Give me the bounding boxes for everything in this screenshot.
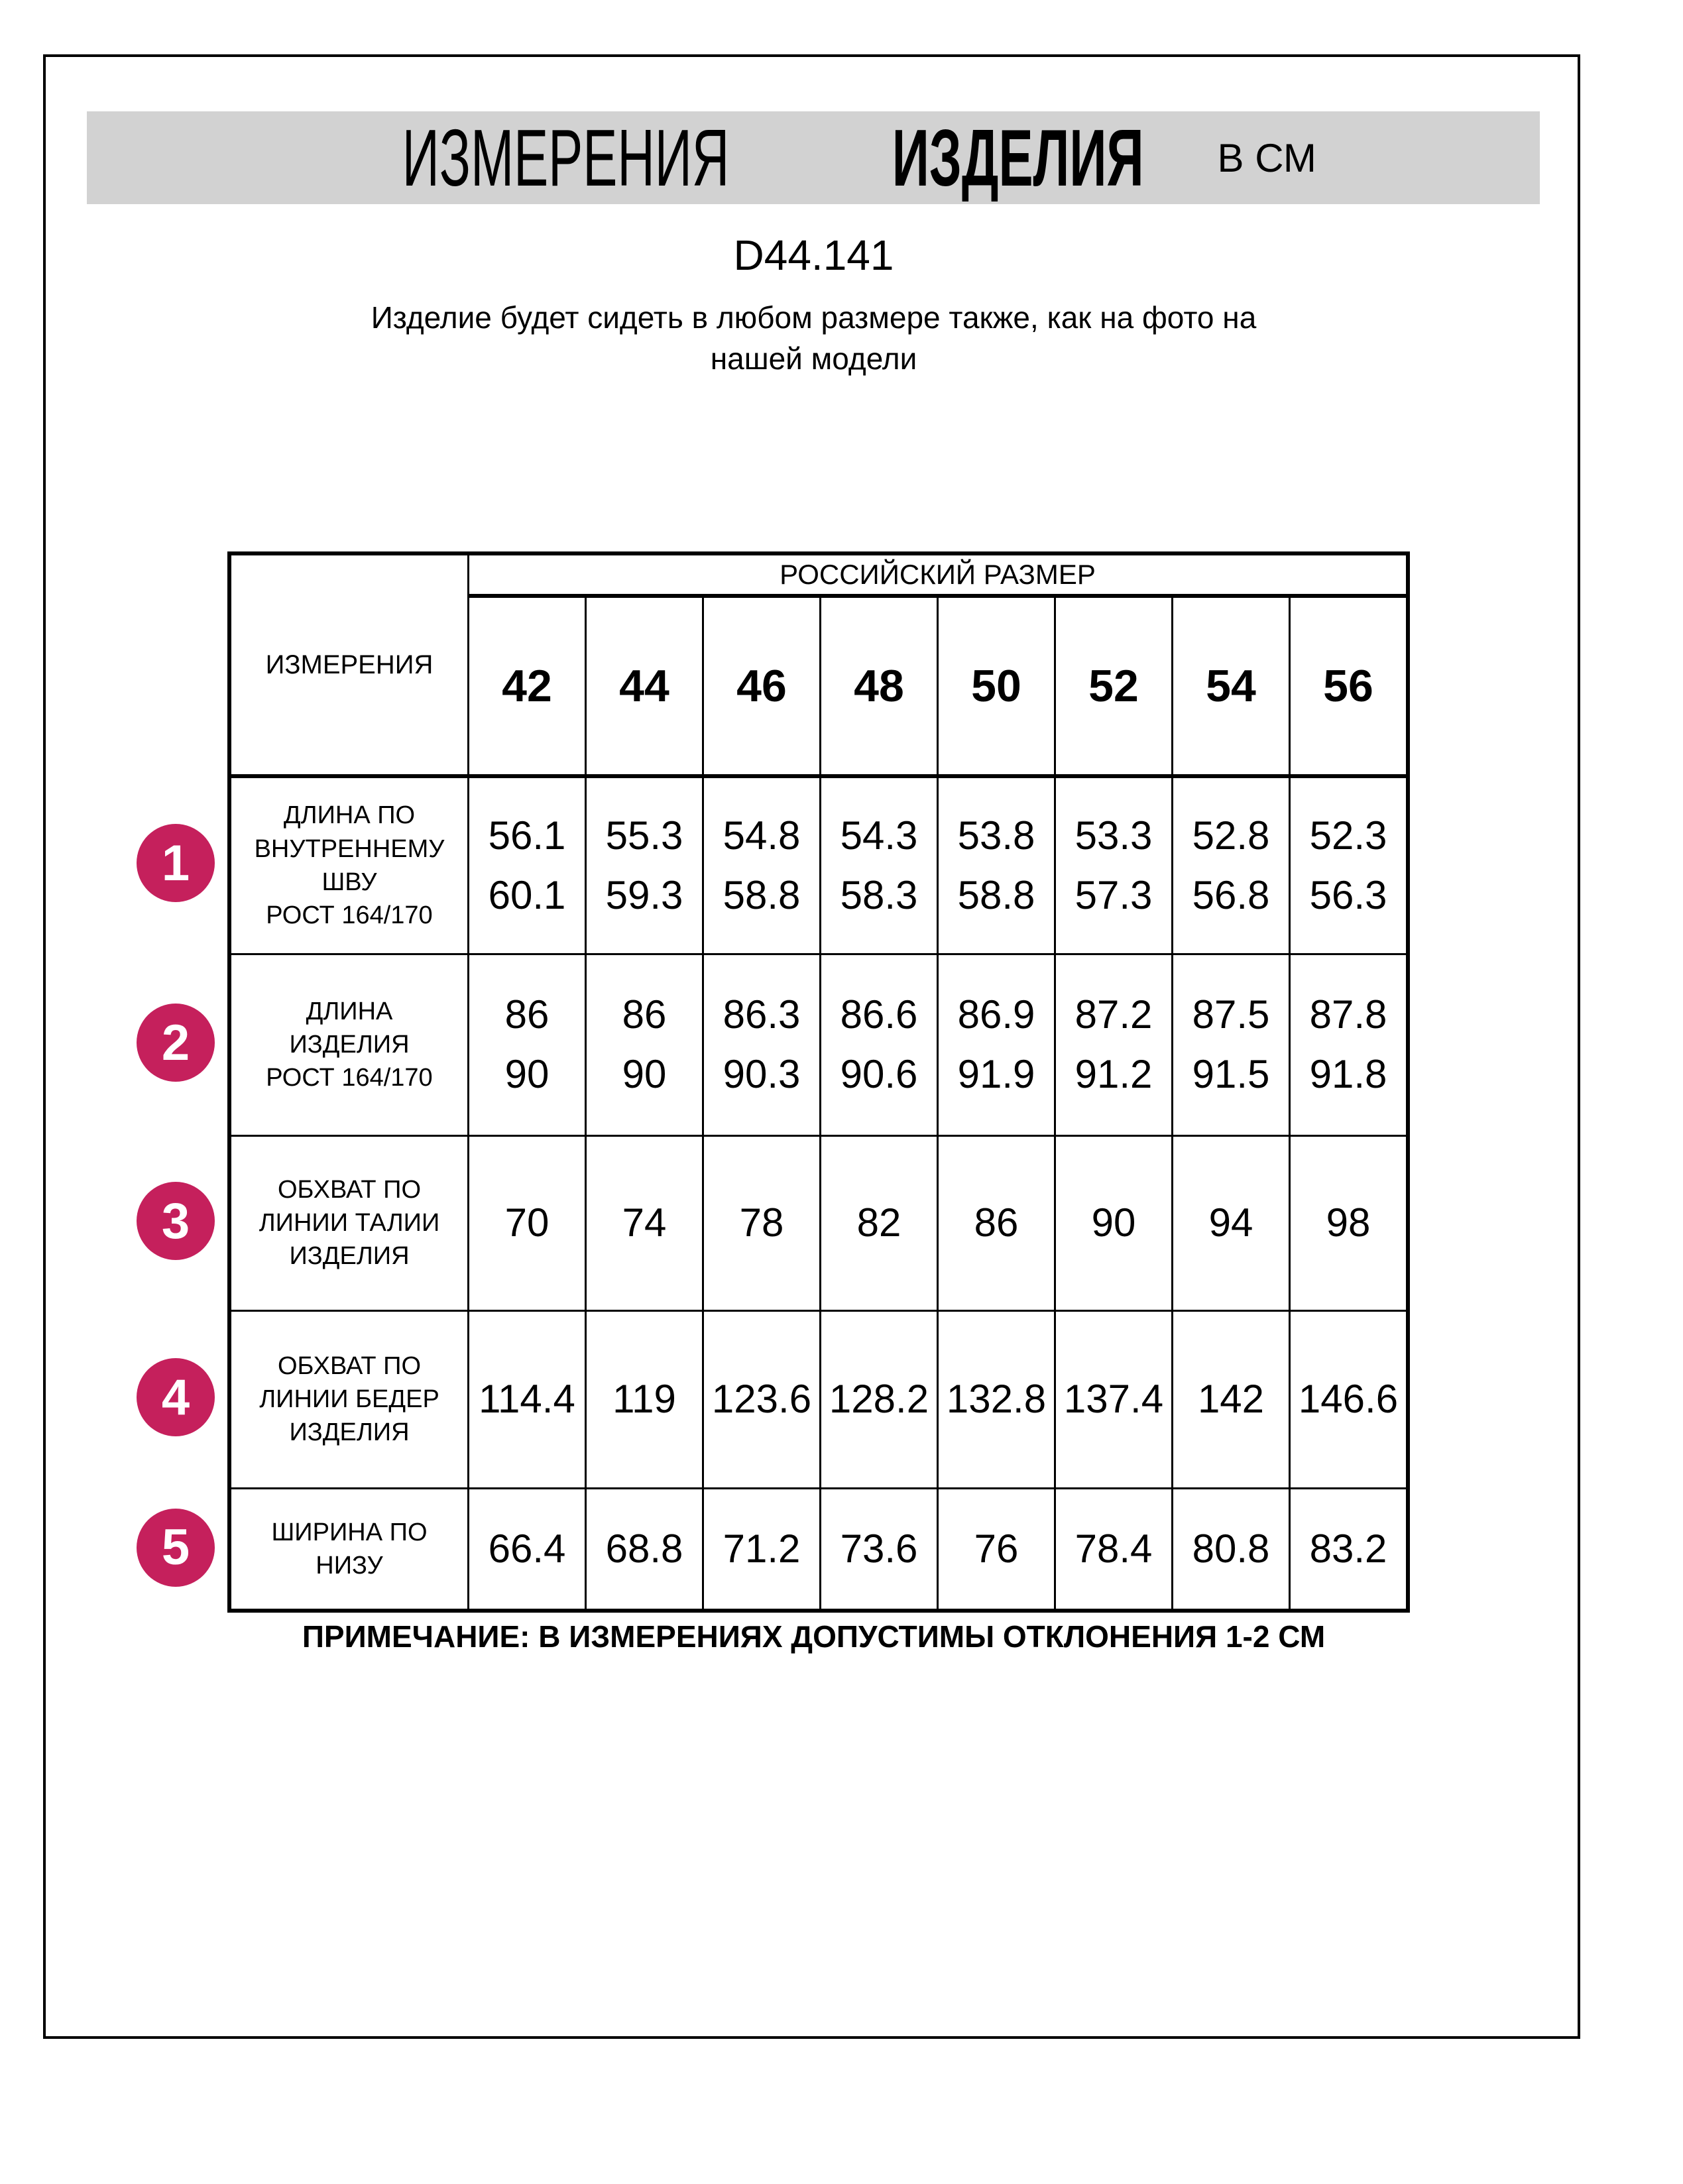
value-line: 90.6 — [840, 1052, 918, 1096]
value-line: 53.8 — [957, 813, 1035, 858]
value-cell — [821, 1310, 938, 1488]
size-col-header-48: 48 — [821, 596, 938, 776]
value-line: 59.3 — [605, 872, 683, 917]
value-cell — [1055, 1310, 1173, 1488]
value-cell — [586, 1310, 703, 1488]
value-line: 87.5 — [1192, 992, 1270, 1037]
row-label-1 — [229, 776, 469, 954]
intro-line-1: Изделие будет сидеть в любом размере также, как на фото на — [371, 300, 1257, 335]
value-cell — [1055, 1488, 1173, 1611]
title-measurements: ИЗМЕРЕНИЯ — [402, 113, 730, 203]
value-line: 123.6 — [711, 1377, 812, 1421]
title-band — [87, 111, 1540, 204]
size-col-header-44: 44 — [586, 596, 703, 776]
value-cell — [821, 776, 938, 954]
value-cell — [821, 954, 938, 1135]
value-line: 56.1 — [488, 813, 566, 858]
value-cell — [938, 1310, 1055, 1488]
value-line: 86 — [504, 992, 550, 1037]
row-label-line: РОСТ 164/170 — [266, 1064, 433, 1092]
value-line: 90 — [1091, 1200, 1136, 1245]
value-line: 78 — [739, 1200, 784, 1245]
value-line: 56.3 — [1309, 872, 1387, 917]
value-line: 87.8 — [1309, 992, 1387, 1037]
row-label-3 — [229, 1135, 469, 1310]
value-cell — [586, 776, 703, 954]
row-label-line: ШВУ — [321, 868, 377, 896]
value-line: 90.3 — [723, 1052, 801, 1096]
measurements-col-header: ИЗМЕРЕНИЯ — [229, 553, 469, 776]
value-line: 57.3 — [1074, 872, 1153, 917]
value-cell — [1173, 1310, 1290, 1488]
value-line: 53.3 — [1074, 813, 1153, 858]
value-cell — [1290, 776, 1409, 954]
value-line: 114.4 — [479, 1377, 575, 1421]
value-cell — [586, 1135, 703, 1310]
value-line: 86.6 — [840, 992, 918, 1037]
intro-line-2: нашей модели — [710, 341, 917, 376]
value-line: 86.9 — [957, 992, 1035, 1037]
value-line: 94 — [1208, 1200, 1253, 1245]
value-line: 55.3 — [605, 813, 683, 858]
measurement-row-2 — [229, 954, 1408, 1135]
row-label-line: ЛИНИИ ТАЛИИ — [259, 1208, 440, 1237]
value-line: 86 — [622, 992, 667, 1037]
value-line: 91.9 — [957, 1052, 1035, 1096]
value-line: 56.8 — [1192, 872, 1270, 917]
value-line: 58.8 — [957, 872, 1035, 917]
row-number-badge-1: 1 — [137, 824, 215, 902]
measurement-row-5 — [229, 1488, 1408, 1611]
value-line: 142 — [1197, 1377, 1265, 1421]
row-label-line: НИЗУ — [316, 1551, 383, 1580]
value-line: 78.4 — [1074, 1526, 1153, 1571]
value-cell — [703, 1310, 821, 1488]
value-cell — [1173, 1488, 1290, 1611]
value-line: 52.8 — [1192, 813, 1270, 858]
row-label-2 — [229, 954, 469, 1135]
value-cell — [938, 1488, 1055, 1611]
value-cell — [703, 954, 821, 1135]
value-line: 91.8 — [1309, 1052, 1387, 1096]
value-cell — [1173, 776, 1290, 954]
value-line: 83.2 — [1309, 1526, 1387, 1571]
value-line: 91.2 — [1074, 1052, 1153, 1096]
row-label-line: ДЛИНА ПО — [283, 801, 416, 830]
value-line: 119 — [612, 1377, 676, 1421]
value-line: 80.8 — [1192, 1526, 1270, 1571]
value-cell — [1290, 1488, 1409, 1611]
title-product: ИЗДЕЛИЯ — [892, 113, 1144, 203]
value-cell — [821, 1135, 938, 1310]
value-cell — [1173, 1135, 1290, 1310]
value-cell — [469, 1488, 586, 1611]
row-label-line: ШИРИНА ПО — [271, 1518, 428, 1546]
value-cell — [703, 1135, 821, 1310]
row-label-line: ОБХВАТ ПО — [277, 1351, 422, 1380]
row-label-line: ИЗДЕЛИЯ — [289, 1030, 410, 1059]
value-cell — [1055, 954, 1173, 1135]
value-cell — [821, 1488, 938, 1611]
value-line: 58.3 — [840, 872, 918, 917]
value-cell — [1290, 1310, 1409, 1488]
value-cell — [1173, 954, 1290, 1135]
measurement-row-3 — [229, 1135, 1408, 1310]
row-label-4 — [229, 1310, 469, 1488]
russian-size-header: РОССИЙСКИЙ РАЗМЕР — [469, 553, 1409, 596]
product-code: D44.141 — [733, 231, 894, 279]
value-cell — [1055, 1135, 1173, 1310]
measurements-table — [227, 551, 1410, 1613]
row-number-badge-5: 5 — [137, 1509, 215, 1587]
value-line: 74 — [622, 1200, 667, 1245]
table-header — [229, 553, 1408, 776]
value-cell — [1290, 954, 1409, 1135]
value-line: 90 — [622, 1052, 667, 1096]
size-col-header-52: 52 — [1055, 596, 1173, 776]
value-cell — [703, 776, 821, 954]
intro-text — [43, 297, 1584, 379]
value-line: 86.3 — [723, 992, 801, 1037]
value-cell — [469, 1310, 586, 1488]
table-area — [137, 551, 1410, 1613]
row-label-line: РОСТ 164/170 — [266, 901, 433, 929]
value-line: 82 — [856, 1200, 901, 1245]
value-line: 66.4 — [488, 1526, 566, 1571]
value-cell — [938, 776, 1055, 954]
value-cell — [938, 1135, 1055, 1310]
row-number-badge-3: 3 — [137, 1182, 215, 1260]
row-number-badge-4: 4 — [137, 1358, 215, 1436]
value-line: 137.4 — [1063, 1377, 1164, 1421]
title-unit-label: В СМ — [1217, 135, 1316, 180]
value-line: 98 — [1326, 1200, 1371, 1245]
measurement-row-4 — [229, 1310, 1408, 1488]
value-line: 60.1 — [488, 872, 566, 917]
measurement-row-1 — [229, 776, 1408, 954]
value-cell — [1055, 776, 1173, 954]
value-line: 76 — [974, 1526, 1019, 1571]
value-cell — [469, 954, 586, 1135]
tolerance-note: ПРИМЕЧАНИЕ: В ИЗМЕРЕНИЯХ ДОПУСТИМЫ ОТКЛОНЕНИЯ 1-2 СМ — [302, 1619, 1326, 1654]
value-line: 91.5 — [1192, 1052, 1270, 1096]
size-col-header-42: 42 — [469, 596, 586, 776]
value-cell — [586, 1488, 703, 1611]
value-line: 132.8 — [946, 1377, 1047, 1421]
size-col-header-56: 56 — [1290, 596, 1409, 776]
size-col-header-54: 54 — [1173, 596, 1290, 776]
value-line: 71.2 — [723, 1526, 801, 1571]
size-col-header-50: 50 — [938, 596, 1055, 776]
value-line: 68.8 — [605, 1526, 683, 1571]
value-line: 87.2 — [1074, 992, 1153, 1037]
value-line: 90 — [504, 1052, 550, 1096]
row-label-line: ЛИНИИ БЕДЕР — [259, 1385, 439, 1413]
value-line: 73.6 — [840, 1526, 918, 1571]
value-line: 52.3 — [1309, 813, 1387, 858]
value-line: 70 — [504, 1200, 550, 1245]
row-label-line: ИЗДЕЛИЯ — [289, 1418, 410, 1447]
value-line: 54.3 — [840, 813, 918, 858]
value-cell — [469, 776, 586, 954]
value-cell — [938, 954, 1055, 1135]
value-line: 128.2 — [829, 1377, 929, 1421]
value-cell — [469, 1135, 586, 1310]
row-label-line: ИЗДЕЛИЯ — [289, 1242, 410, 1271]
value-cell — [586, 954, 703, 1135]
row-label-line: ВНУТРЕННЕМУ — [254, 834, 445, 863]
value-cell — [703, 1488, 821, 1611]
size-col-header-46: 46 — [703, 596, 821, 776]
value-line: 54.8 — [723, 813, 801, 858]
row-label-line: ОБХВАТ ПО — [277, 1175, 422, 1204]
row-label-5 — [229, 1488, 469, 1611]
group-header-row — [229, 553, 1408, 596]
value-cell — [1290, 1135, 1409, 1310]
row-number-badge-2: 2 — [137, 1004, 215, 1082]
value-line: 58.8 — [723, 872, 801, 917]
row-label-line: ДЛИНА — [306, 997, 393, 1025]
value-line: 146.6 — [1298, 1377, 1399, 1421]
value-line: 86 — [974, 1200, 1019, 1245]
table-body — [229, 776, 1408, 1611]
